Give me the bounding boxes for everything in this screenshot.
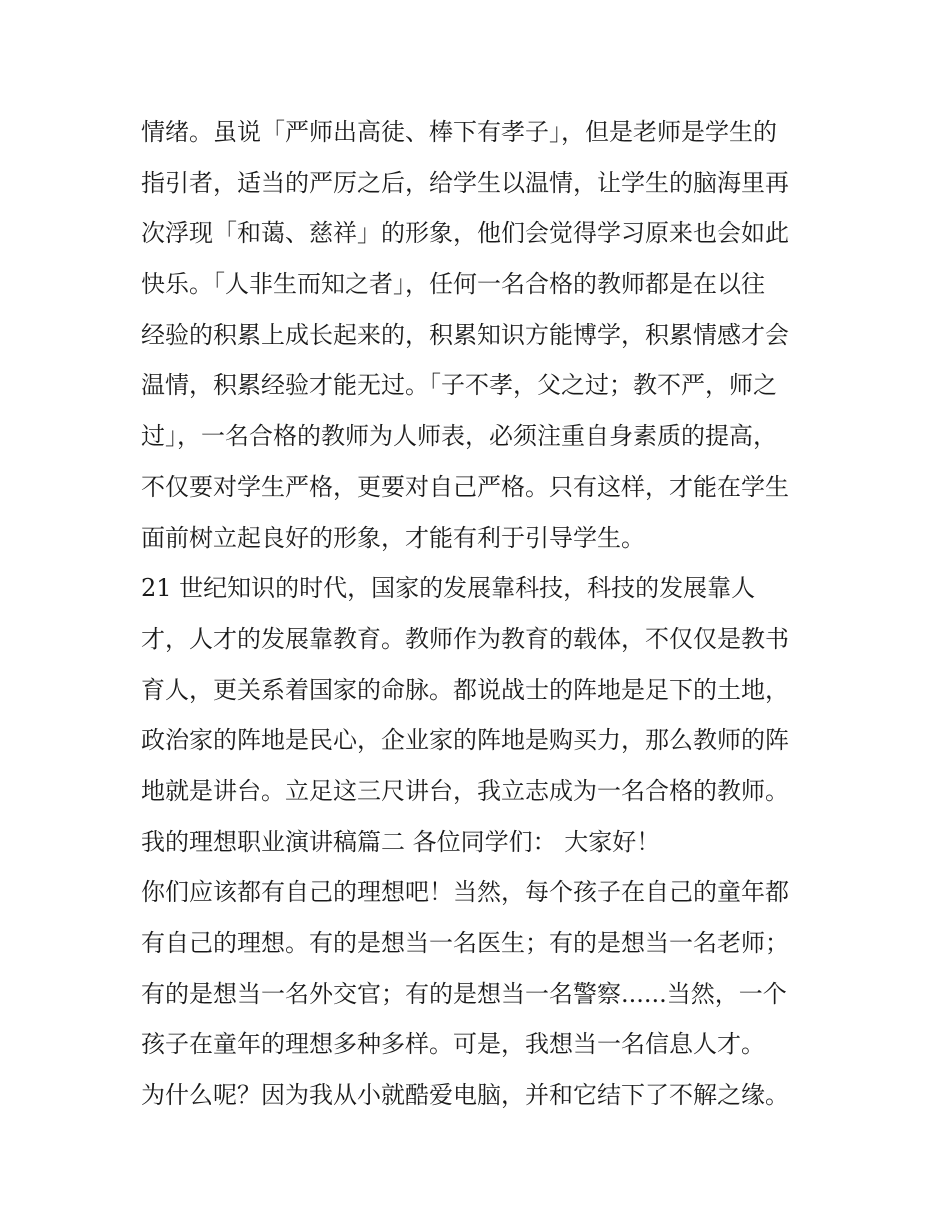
text-line: 温情，积累经验才能无过。「子不孝，父之过；教不严，师之 <box>141 371 777 400</box>
text-line: 过」，一名合格的教师为人师表，必须注重自身素质的提高， <box>141 422 777 451</box>
text-line: 次浮现「和蔼、慈祥」的形象，他们会觉得学习原来也会如此 <box>141 219 789 248</box>
text-line: 孩子在童年的理想多种多样。可是，我想当一名信息人才。 <box>141 1030 765 1059</box>
text-line: 快乐。「人非生而知之者」，任何一名合格的教师都是在以往 <box>141 270 765 299</box>
text-line: 不仅要对学生严格，更要对自己严格。只有这样，才能在学生 <box>141 472 789 501</box>
text-line: 为什么呢？因为我从小就酷爱电脑，并和它结下了不解之缘。 <box>141 1081 789 1110</box>
text-line: 21 世纪知识的时代，国家的发展靠科技，科技的发展靠人 <box>141 574 756 603</box>
text-line: 有自己的理想。有的是想当一名医生；有的是想当一名老师； <box>141 929 789 957</box>
text-line: 育人，更关系着国家的命脉。都说战士的阵地是足下的土地， <box>141 675 789 704</box>
text-line: 指引者，适当的严厉之后，给学生以温情，让学生的脑海里再 <box>141 168 789 197</box>
body-text <box>141 107 821 1121</box>
text-line: 情绪。虽说「严师出高徒、棒下有孝子」，但是老师是学生的 <box>141 118 777 146</box>
text-line: 你们应该都有自己的理想吧！当然，每个孩子在自己的童年都 <box>141 878 789 907</box>
text-line: 才，人才的发展靠教育。教师作为教育的载体，不仅仅是教书 <box>141 624 789 653</box>
section-heading-line: 我的理想职业演讲稿篇二 各位同学们： 大家好！ <box>141 827 661 856</box>
text-line: 有的是想当一名外交官；有的是想当一名警察......当然，一个 <box>141 979 787 1008</box>
text-line: 经验的积累上成长起来的，积累知识方能博学，积累情感才会 <box>141 320 789 349</box>
text-line: 面前树立起良好的形象，才能有利于引导学生。 <box>141 523 645 552</box>
text-line: 地就是讲台。立足这三尺讲台，我立志成为一名合格的教师。 <box>141 776 789 805</box>
text-line: 政治家的阵地是民心，企业家的阵地是购买力，那么教师的阵 <box>141 726 789 755</box>
